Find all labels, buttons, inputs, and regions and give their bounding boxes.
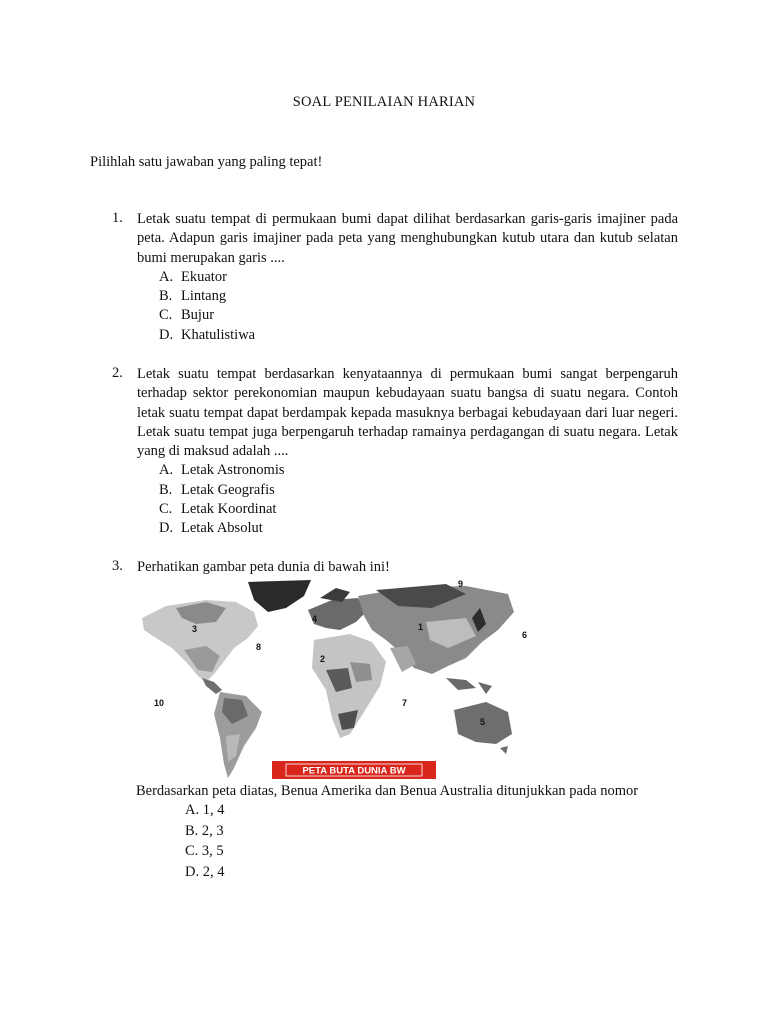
map-label-4: 4 (312, 614, 318, 624)
map-label-1: 1 (418, 622, 424, 632)
map-label-10: 10 (154, 698, 165, 708)
map-label-8: 8 (256, 642, 262, 652)
option-d[interactable]: D. Letak Absolut (159, 520, 263, 537)
option-c[interactable]: C. Bujur (159, 307, 215, 324)
option-list (159, 461, 678, 538)
option-c[interactable]: C. 3, 5 (185, 843, 224, 859)
world-map-image (136, 578, 558, 783)
map-label-3: 3 (192, 624, 198, 634)
option-list (159, 268, 678, 345)
option-a[interactable]: A. Ekuator (159, 268, 227, 285)
question-text: Perhatikan gambar peta dunia di bawah ini! (137, 559, 390, 575)
question-3 (112, 558, 678, 577)
map-label-6: 6 (522, 630, 528, 640)
question-3-body (136, 783, 638, 882)
question-text: Letak suatu tempat di permukaan bumi dapat dilihat berdasarkan garis-garis imajiner pada peta. Adapun garis imajiner pada peta yang menghubungkan kutub utara dan kutub selatan bumi merupakan garis .... (137, 211, 678, 266)
question-caption: Berdasarkan peta diatas, Benua Amerika dan Benua Australia ditunjukkan pada nomor (136, 783, 639, 799)
option-a[interactable]: A. Letak Astronomis (159, 462, 285, 479)
question-number: 3. (112, 558, 123, 574)
option-d[interactable]: D. Khatulistiwa (159, 326, 256, 343)
option-b[interactable]: B. 2, 3 (185, 822, 224, 839)
question-number: 1. (112, 210, 123, 226)
option-list (185, 800, 638, 882)
question-1 (112, 210, 678, 345)
option-b[interactable]: B. Letak Geografis (159, 481, 275, 498)
option-c[interactable]: C. Letak Koordinat (159, 501, 277, 518)
option-d[interactable]: D. 2, 4 (185, 863, 225, 880)
map-label-9: 9 (458, 579, 464, 589)
map-label-7: 7 (402, 698, 408, 708)
question-number: 2. (112, 365, 123, 381)
page-title: SOAL PENILAIAN HARIAN (292, 94, 476, 110)
option-b[interactable]: B. Lintang (159, 288, 227, 305)
map-label-2: 2 (320, 654, 326, 664)
option-a[interactable]: A. 1, 4 (185, 802, 225, 818)
instruction-text: Pilihlah satu jawaban yang paling tepat! (90, 154, 323, 170)
map-label-5: 5 (480, 717, 486, 727)
question-2 (112, 365, 678, 539)
map-banner-text: PETA BUTA DUNIA BW (302, 765, 406, 777)
question-text: Letak suatu tempat berdasarkan kenyataannya di permukaan bumi sangat berpengaruh terhadap sektor perekonomian maupun kebudayaan suatu bangsa di suatu negara. Contoh letak suatu tempat dapat berdampak kepada masuknya berbagai kebudayaan dari luar negeri. Letak suatu tempat juga berpengaruh terhadap ramainya perdagangan di suatu negara. Letak yang di maksud adalah .... (137, 366, 678, 460)
